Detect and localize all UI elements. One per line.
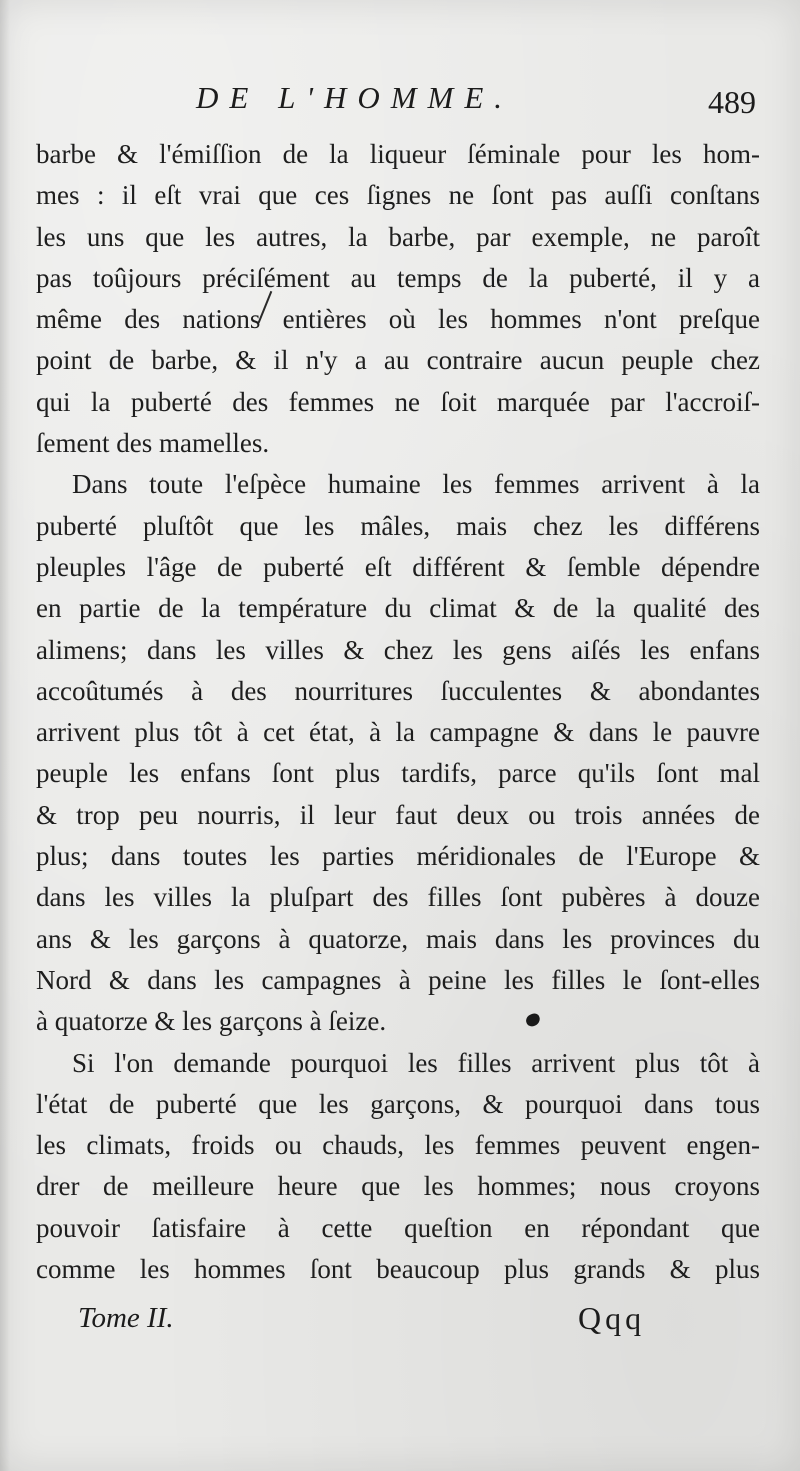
signature-mark: Qqq bbox=[578, 1300, 646, 1336]
text-line: qui la puberté des femmes ne ſoit marquée par l'accroiſ- bbox=[36, 386, 760, 417]
text-line: les climats, froids ou chauds, les femmes peuvent engen- bbox=[36, 1130, 760, 1161]
text-line: ans & les garçons à quatorze, mais dans les provinces du bbox=[36, 923, 760, 954]
text-line: puberté pluſtôt que les mâles, mais chez les différens bbox=[36, 510, 760, 541]
text-line: comme les hommes ſont beaucoup plus grands & plus bbox=[36, 1254, 760, 1285]
page-footer bbox=[36, 1302, 760, 1346]
text-line: plus; dans toutes les parties méridionales de l'Europe & bbox=[36, 841, 760, 872]
text-line: ſement des mamelles. bbox=[36, 428, 270, 459]
text-line: arrivent plus tôt à cet état, à la campagne & dans le pauvre bbox=[36, 717, 760, 748]
text-line: mes : il eſt vrai que ces ſignes ne ſont pas auſſi conſtans bbox=[36, 180, 760, 211]
text-line: même des nations entières où les hommes n'ont preſque bbox=[36, 304, 760, 335]
text-line: pas toûjours préciſément au temps de la puberté, il y a bbox=[36, 262, 760, 293]
text-line: pleuples l'âge de puberté eſt différent & ſemble dépendre bbox=[36, 551, 760, 582]
text-line: alimens; dans les villes & chez les gens aiſés les enfans bbox=[36, 634, 760, 665]
text-line: accoûtumés à des nourritures ſucculentes & abondantes bbox=[36, 675, 760, 706]
text-line: Nord & dans les campagnes à peine les filles le ſont-elles bbox=[36, 964, 760, 995]
text-line: point de barbe, & il n'y a au contraire aucun peuple chez bbox=[36, 345, 760, 376]
text-line: l'état de puberté que les garçons, & pourquoi dans tous bbox=[36, 1088, 760, 1119]
paragraph-1 bbox=[36, 134, 760, 464]
text-line: à quatorze & les garçons à ſeize. bbox=[36, 1006, 387, 1037]
text-line: les uns que les autres, la barbe, par exemple, ne paroît bbox=[36, 221, 760, 252]
text-line: peuple les enfans ſont plus tardifs, parce qu'ils ſont mal bbox=[36, 758, 760, 789]
text-line: en partie de la température du climat & de la qualité des bbox=[36, 593, 760, 624]
body-text bbox=[36, 134, 760, 1290]
page-header bbox=[36, 80, 760, 130]
running-title: DE L'HOMME. bbox=[196, 80, 514, 115]
volume-label: Tome II. bbox=[78, 1302, 174, 1334]
page-number: 489 bbox=[708, 84, 756, 120]
text-line: & trop peu nourris, il leur faut deux ou trois années de bbox=[36, 799, 760, 830]
text-line: Dans toute l'eſpèce humaine les femmes arrivent à la bbox=[72, 469, 760, 500]
paragraph-2 bbox=[36, 464, 760, 1042]
text-line: Si l'on demande pourquoi les filles arrivent plus tôt à bbox=[72, 1047, 760, 1078]
text-line: dans les villes la pluſpart des filles ſont pubères à douze bbox=[36, 882, 760, 913]
text-line: pouvoir ſatisfaire à cette queſtion en répondant que bbox=[36, 1212, 760, 1243]
text-line: drer de meilleure heure que les hommes; nous croyons bbox=[36, 1171, 760, 1202]
paragraph-3 bbox=[36, 1043, 760, 1291]
gutter-shadow bbox=[0, 0, 10, 1471]
text-line: barbe & l'émiſſion de la liqueur ſéminale pour les hom- bbox=[36, 139, 760, 169]
